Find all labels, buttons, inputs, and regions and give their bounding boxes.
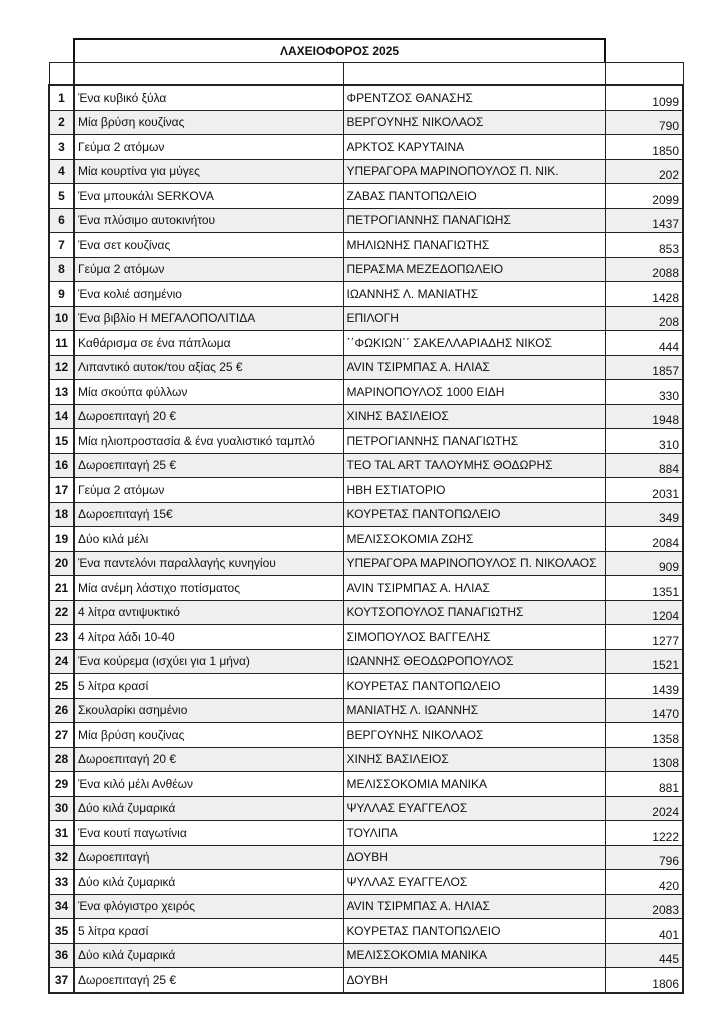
- sponsor-name: ΖΑΒΑΣ ΠΑΝΤΟΠΩΛΕΙΟ: [343, 184, 605, 209]
- table-row: [49, 919, 683, 944]
- row-number: 20: [49, 551, 74, 576]
- row-number: 13: [49, 380, 74, 405]
- table-row: [49, 355, 683, 380]
- prize-item: 4 λίτρα αντιψυκτικό: [74, 600, 343, 625]
- row-number: 27: [49, 723, 74, 748]
- row-number: 18: [49, 502, 74, 527]
- table-row: [49, 257, 683, 282]
- winning-ticket: 1428: [605, 282, 683, 307]
- row-number: 15: [49, 429, 74, 454]
- prize-item: Ένα παντελόνι παραλλαγής κυνηγίου: [74, 551, 343, 576]
- sponsor-name: ΨΥΛΛΑΣ ΕΥΑΓΓΕΛΟΣ: [343, 796, 605, 821]
- sponsor-name: ΚΟΥΡΕΤΑΣ ΠΑΝΤΟΠΩΛΕΙΟ: [343, 674, 605, 699]
- row-number: 25: [49, 674, 74, 699]
- prize-item: Καθάρισμα σε ένα πάπλωμα: [74, 331, 343, 356]
- table-row: [49, 772, 683, 797]
- winning-ticket: 1850: [605, 135, 683, 160]
- prize-item: Ένα φλόγιστρο χειρός: [74, 894, 343, 919]
- row-number: 7: [49, 233, 74, 258]
- table-row: [49, 159, 683, 184]
- sponsor-name: ΣΙΜΟΠΟΥΛΟΣ ΒΑΓΓΕΛΗΣ: [343, 625, 605, 650]
- winning-ticket: 444: [605, 331, 683, 356]
- table-row: [49, 208, 683, 233]
- prize-item: Μία βρύση κουζίνας: [74, 723, 343, 748]
- winning-ticket: 1099: [605, 85, 683, 110]
- sponsor-name: ΔΟΥΒΗ: [343, 968, 605, 993]
- sponsor-name: ΒΕΡΓΟΥΝΗΣ ΝΙΚΟΛΑΟΣ: [343, 723, 605, 748]
- winning-ticket: 1437: [605, 208, 683, 233]
- document-title: ΛΑΧΕΙΟΦΟΡΟΣ 2025: [73, 38, 606, 62]
- winning-ticket: 1358: [605, 723, 683, 748]
- table-row: [49, 943, 683, 968]
- table-row: [49, 282, 683, 307]
- sponsor-name: AVIN ΤΣΙΡΜΠΑΣ Α. ΗΛΙΑΣ: [343, 576, 605, 601]
- row-number: 35: [49, 919, 74, 944]
- row-number: 21: [49, 576, 74, 601]
- table-row: [49, 723, 683, 748]
- prize-item: Ένα κολιέ ασημένιο: [74, 282, 343, 307]
- row-number: 3: [49, 135, 74, 160]
- table-row: [49, 527, 683, 552]
- sponsor-name: TEO TAL ART ΤΑΛΟΥΜΗΣ ΘΟΔΩΡΗΣ: [343, 453, 605, 478]
- sponsor-name: ΜΕΛΙΣΣΟΚΟΜΙΑ ΜΑΝΙΚΑ: [343, 772, 605, 797]
- table-row: [49, 600, 683, 625]
- table-row: [49, 870, 683, 895]
- table-row: [49, 674, 683, 699]
- prize-item: Δωροεπιταγή 20 €: [74, 747, 343, 772]
- sponsor-name: ΗΒΗ ΕΣΤΙΑΤΟΡΙΟ: [343, 478, 605, 503]
- winning-ticket: 420: [605, 870, 683, 895]
- prize-item: Μία βρύση κουζίνας: [74, 110, 343, 135]
- sponsor-name: ΔΟΥΒΗ: [343, 845, 605, 870]
- winning-ticket: 881: [605, 772, 683, 797]
- winning-ticket: 1521: [605, 649, 683, 674]
- row-number: 5: [49, 184, 74, 209]
- row-number: 17: [49, 478, 74, 503]
- winning-ticket: 1277: [605, 625, 683, 650]
- sponsor-name: AVIN ΤΣΙΡΜΠΑΣ Α. ΗΛΙΑΣ: [343, 355, 605, 380]
- row-number: 4: [49, 159, 74, 184]
- winning-ticket: 1470: [605, 698, 683, 723]
- prize-item: Δύο κιλά ζυμαρικά: [74, 796, 343, 821]
- winning-ticket: 2031: [605, 478, 683, 503]
- row-number: 6: [49, 208, 74, 233]
- prize-item: Γεύμα 2 ατόμων: [74, 135, 343, 160]
- sponsor-name: ΧΙΝΗΣ ΒΑΣΙΛΕΙΟΣ: [343, 404, 605, 429]
- prize-item: Γεύμα 2 ατόμων: [74, 478, 343, 503]
- prize-item: Σκουλαρίκι ασημένιο: [74, 698, 343, 723]
- sponsor-name: ΑΡΚΤΟΣ ΚΑΡΥΤΑΙΝΑ: [343, 135, 605, 160]
- winning-ticket: 853: [605, 233, 683, 258]
- table-row: [49, 184, 683, 209]
- winning-ticket: 1948: [605, 404, 683, 429]
- winning-ticket: 1439: [605, 674, 683, 699]
- table-row: [49, 649, 683, 674]
- winning-ticket: 401: [605, 919, 683, 944]
- sponsor-name: ΄΄ΦΩΚΙΩΝ΄΄ ΣΑΚΕΛΛΑΡΙΑΔΗΣ ΝΙΚΟΣ: [343, 331, 605, 356]
- prize-item: Μία σκούπα φύλλων: [74, 380, 343, 405]
- winning-ticket: 2024: [605, 796, 683, 821]
- sponsor-name: ΥΠΕΡΑΓΟΡΑ ΜΑΡΙΝΟΠΟΥΛΟΣ Π. ΝΙΚΟΛΑΟΣ: [343, 551, 605, 576]
- row-number: 33: [49, 870, 74, 895]
- table-row: [49, 968, 683, 993]
- row-number: 24: [49, 649, 74, 674]
- sponsor-name: ΚΟΥΡΕΤΑΣ ΠΑΝΤΟΠΩΛΕΙΟ: [343, 919, 605, 944]
- prize-item: Δωροεπιταγή 20 €: [74, 404, 343, 429]
- winning-ticket: 1806: [605, 968, 683, 993]
- table-row: [49, 135, 683, 160]
- row-number: 23: [49, 625, 74, 650]
- sponsor-name: ΤΟΥΛΙΠΑ: [343, 821, 605, 846]
- winning-ticket: 330: [605, 380, 683, 405]
- table-row: [49, 821, 683, 846]
- winning-ticket: 1222: [605, 821, 683, 846]
- row-number: 34: [49, 894, 74, 919]
- prize-item: Ένα κιλό μέλι Ανθέων: [74, 772, 343, 797]
- prize-item: Μία κουρτίνα για μύγες: [74, 159, 343, 184]
- table-row: [49, 85, 683, 110]
- winning-ticket: 310: [605, 429, 683, 454]
- sponsor-name: ΨΥΛΛΑΣ ΕΥΑΓΓΕΛΟΣ: [343, 870, 605, 895]
- sponsor-name: ΙΩΑΝΝΗΣ ΘΕΟΔΩΡΟΠΟΥΛΟΣ: [343, 649, 605, 674]
- prize-item: Ένα βιβλίο Η ΜΕΓΑΛΟΠΟΛΙΤΙΔΑ: [74, 306, 343, 331]
- row-number: 32: [49, 845, 74, 870]
- winning-ticket: 349: [605, 502, 683, 527]
- table-row: [49, 747, 683, 772]
- row-number: 37: [49, 968, 74, 993]
- winning-ticket: 2099: [605, 184, 683, 209]
- winning-ticket: 1204: [605, 600, 683, 625]
- sponsor-name: ΜΑΝΙΑΤΗΣ Λ. ΙΩΑΝΝΗΣ: [343, 698, 605, 723]
- prize-item: Γεύμα 2 ατόμων: [74, 257, 343, 282]
- prize-item: Ένα σετ κουζίνας: [74, 233, 343, 258]
- table-row: [49, 625, 683, 650]
- prize-item: Δύο κιλά μέλι: [74, 527, 343, 552]
- table-row: [49, 845, 683, 870]
- winning-ticket: 884: [605, 453, 683, 478]
- table-row: [49, 306, 683, 331]
- lottery-table: [48, 62, 684, 994]
- sponsor-name: ΦΡΕΝΤΖΟΣ ΘΑΝΑΣΗΣ: [343, 85, 605, 110]
- prize-item: 4 λίτρα λάδι 10-40: [74, 625, 343, 650]
- table-row: [49, 233, 683, 258]
- sponsor-name: ΕΠΙΛΟΓΗ: [343, 306, 605, 331]
- table-row: [49, 404, 683, 429]
- blank-header-row: [49, 63, 683, 86]
- prize-item: Δωροεπιταγή 15€: [74, 502, 343, 527]
- row-number: 11: [49, 331, 74, 356]
- header-cell-sponsor: [343, 63, 605, 86]
- row-number: 1: [49, 85, 74, 110]
- winning-ticket: 2088: [605, 257, 683, 282]
- row-number: 8: [49, 257, 74, 282]
- sponsor-name: ΚΟΥΡΕΤΑΣ ΠΑΝΤΟΠΩΛΕΙΟ: [343, 502, 605, 527]
- prize-item: Δύο κιλά ζυμαρικά: [74, 870, 343, 895]
- table-row: [49, 453, 683, 478]
- winning-ticket: 208: [605, 306, 683, 331]
- table-row: [49, 478, 683, 503]
- row-number: 19: [49, 527, 74, 552]
- sponsor-name: ΠΕΡΑΣΜΑ ΜΕΖΕΔΟΠΩΛΕΙΟ: [343, 257, 605, 282]
- sponsor-name: ΒΕΡΓΟΥΝΗΣ ΝΙΚΟΛΑΟΣ: [343, 110, 605, 135]
- prize-item: Δύο κιλά ζυμαρικά: [74, 943, 343, 968]
- winning-ticket: 445: [605, 943, 683, 968]
- sponsor-name: ΜΕΛΙΣΣΟΚΟΜΙΑ ΖΩΗΣ: [343, 527, 605, 552]
- table-row: [49, 698, 683, 723]
- prize-item: Μία ανέμη λάστιχο ποτίσματος: [74, 576, 343, 601]
- winning-ticket: 2084: [605, 527, 683, 552]
- row-number: 2: [49, 110, 74, 135]
- table-body: [49, 85, 683, 993]
- prize-item: Ένα πλύσιμο αυτοκινήτου: [74, 208, 343, 233]
- prize-item: 5 λίτρα κρασί: [74, 919, 343, 944]
- table-row: [49, 502, 683, 527]
- row-number: 10: [49, 306, 74, 331]
- prize-item: Ένα κυβικό ξύλα: [74, 85, 343, 110]
- row-number: 28: [49, 747, 74, 772]
- sponsor-name: ΜΗΛΙΩΝΗΣ ΠΑΝΑΓΙΩΤΗΣ: [343, 233, 605, 258]
- header-cell-ticket: [605, 63, 683, 86]
- table-row: [49, 551, 683, 576]
- table-row: [49, 576, 683, 601]
- header-cell-number: [49, 63, 74, 86]
- row-number: 29: [49, 772, 74, 797]
- table-row: [49, 331, 683, 356]
- sponsor-name: ΙΩΑΝΝΗΣ Λ. ΜΑΝΙΑΤΗΣ: [343, 282, 605, 307]
- header-cell-item: [74, 63, 343, 86]
- row-number: 9: [49, 282, 74, 307]
- row-number: 16: [49, 453, 74, 478]
- winning-ticket: 796: [605, 845, 683, 870]
- row-number: 30: [49, 796, 74, 821]
- prize-item: Λιπαντικό αυτοκ/του αξίας 25 €: [74, 355, 343, 380]
- table-row: [49, 894, 683, 919]
- winning-ticket: 2083: [605, 894, 683, 919]
- prize-item: Ένα κουτί παγωτίνια: [74, 821, 343, 846]
- sponsor-name: ΜΑΡΙΝΟΠΟΥΛΟΣ 1000 ΕΙΔΗ: [343, 380, 605, 405]
- winning-ticket: 1351: [605, 576, 683, 601]
- winning-ticket: 790: [605, 110, 683, 135]
- table-row: [49, 429, 683, 454]
- prize-item: Δωροεπιταγή: [74, 845, 343, 870]
- table-row: [49, 110, 683, 135]
- row-number: 26: [49, 698, 74, 723]
- sponsor-name: ΧΙΝΗΣ ΒΑΣΙΛΕΙΟΣ: [343, 747, 605, 772]
- sponsor-name: ΚΟΥΤΣΟΠΟΥΛΟΣ ΠΑΝΑΓΙΩΤΗΣ: [343, 600, 605, 625]
- prize-item: Μία ηλιοπροστασία & ένα γυαλιστικό ταμπλό: [74, 429, 343, 454]
- prize-item: Δωροεπιταγή 25 €: [74, 968, 343, 993]
- winning-ticket: 202: [605, 159, 683, 184]
- row-number: 22: [49, 600, 74, 625]
- winning-ticket: 909: [605, 551, 683, 576]
- prize-item: 5 λίτρα κρασί: [74, 674, 343, 699]
- row-number: 14: [49, 404, 74, 429]
- sponsor-name: ΥΠΕΡΑΓΟΡΑ ΜΑΡΙΝΟΠΟΥΛΟΣ Π. ΝΙΚ.: [343, 159, 605, 184]
- sponsor-name: ΜΕΛΙΣΣΟΚΟΜΙΑ ΜΑΝΙΚΑ: [343, 943, 605, 968]
- winning-ticket: 1308: [605, 747, 683, 772]
- row-number: 31: [49, 821, 74, 846]
- sponsor-name: ΠΕΤΡΟΓΙΑΝΝΗΣ ΠΑΝΑΓΙΩΗΣ: [343, 208, 605, 233]
- sponsor-name: AVIN ΤΣΙΡΜΠΑΣ Α. ΗΛΙΑΣ: [343, 894, 605, 919]
- table-row: [49, 796, 683, 821]
- winning-ticket: 1857: [605, 355, 683, 380]
- prize-item: Δωροεπιταγή 25 €: [74, 453, 343, 478]
- row-number: 36: [49, 943, 74, 968]
- row-number: 12: [49, 355, 74, 380]
- prize-item: Ένα μπουκάλι SERKOVA: [74, 184, 343, 209]
- prize-item: Ένα κούρεμα (ισχύει για 1 μήνα): [74, 649, 343, 674]
- table-row: [49, 380, 683, 405]
- sponsor-name: ΠΕΤΡΟΓΙΑΝΝΗΣ ΠΑΝΑΓΙΩΤΗΣ: [343, 429, 605, 454]
